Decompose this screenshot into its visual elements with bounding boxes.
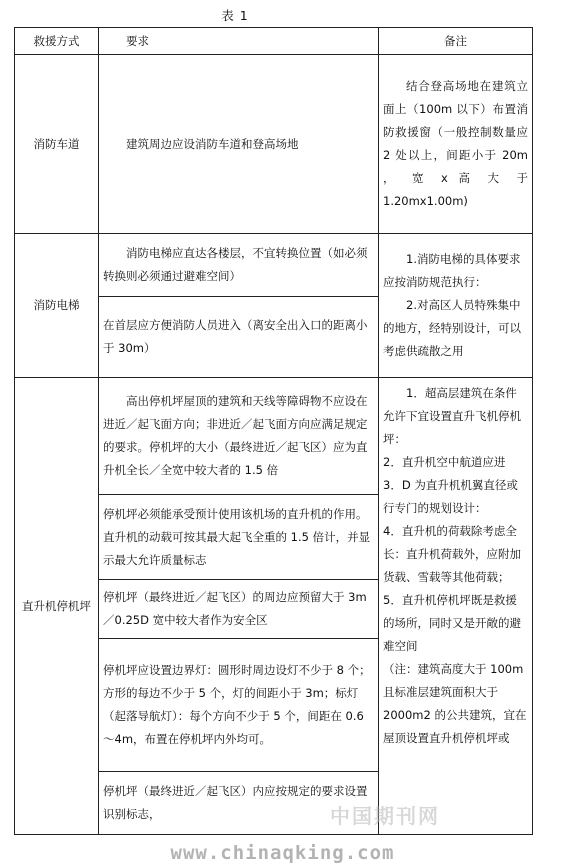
requirement-heli-1: 高出停机坪屋顶的建筑和天线等障碍物不应设在进近／起飞面方向；非进近／起飞面方向应满足规定的要求。停机坪的大小（最终进近／起飞区）应为直升机全长／全宽中较大者的 1.5 倍 (99, 378, 379, 495)
requirement-heli-3: 停机坪（最终进近／起飞区）的周边应预留大于 3m／0.25D 宽中较大者作为安全区 (99, 580, 379, 639)
note-heli-6: （注：建筑高度大于 100m 且标准层建筑面积大于 2000m2 的公共建筑，宜在屋顶设置直升机停机坪或 (383, 662, 527, 745)
requirement-heli-2: 停机坪必须能承受预计使用该机场的直升机的作用。直升机的动载可按其最大起飞全重的 1.5 倍计，并显示最大允许质量标志 (99, 495, 379, 580)
note-elevator-1: 1.消防电梯的具体要求应按消防规范执行： (383, 252, 521, 289)
note-heli-4: 4．直升机的荷载除考虑全长：直升机荷载外，应附加货载、雪载等其他荷载； (383, 524, 521, 584)
note-road: 结合登高场地在建筑立面上（100m 以下）布置消防救援窗（一般控制数量应 2 处以上，间距小于 20m ， 宽 x 高 大 于 1.20mx1.00m) (379, 55, 533, 234)
note-elevator (379, 234, 533, 378)
note-heli-5: 5．直升机停机坪既是救援的场所，同时又是开敞的避难空间 (383, 593, 521, 653)
header-method: 救援方式 (15, 28, 99, 55)
method-elevator: 消防电梯 (15, 234, 99, 378)
header-note: 备注 (379, 28, 533, 55)
note-heli-2: 2．直升机空中航道应进 (383, 455, 506, 469)
table-caption: 表 1 (221, 8, 249, 23)
method-road: 消防车道 (15, 55, 99, 234)
watermark-url: www.chinaqking.com (170, 842, 395, 864)
requirement-heli-4: 停机坪应设置边界灯：圆形时周边设灯不少于 8 个；方形的每边不少于 5 个，灯的间距小于 3m；标灯（起落导航灯）：每个方向不少于 5 个，间距在 0.6～4m，布置在停机坪内外均可。 (99, 639, 379, 772)
note-heli-3: 3．D 为直升机机翼直径或行专门的规划设计： (383, 478, 518, 515)
table-row (15, 234, 533, 297)
requirement-elevator-1: 消防电梯应直达各楼层，不宜转换位置（如必须转换则必须通过避难空间） (99, 234, 379, 297)
table-row (15, 378, 533, 495)
requirement-elevator-2: 在首层应方便消防人员进入（离安全出入口的距离小于 30m） (99, 297, 379, 378)
header-requirement: 要求 (99, 28, 379, 55)
requirement-heli-5: 停机坪（最终进近／起飞区）内应按规定的要求设置识别标志， (99, 772, 379, 835)
note-heli (379, 378, 533, 835)
requirement-road: 建筑周边应设消防车道和登高场地 (99, 55, 379, 234)
note-elevator-2: 2.对高区人员特殊集中的地方，经特别设计，可以考虑供疏散之用 (383, 298, 521, 358)
rescue-table (14, 27, 533, 835)
note-heli-1: 1．超高层建筑在条件允许下宜设置直升飞机停机坪： (383, 386, 521, 446)
method-heli: 直升机停机坪 (15, 378, 99, 835)
table-row (15, 55, 533, 234)
header-row (15, 28, 533, 55)
watermark-cn: 中国期刊网 (330, 804, 440, 828)
